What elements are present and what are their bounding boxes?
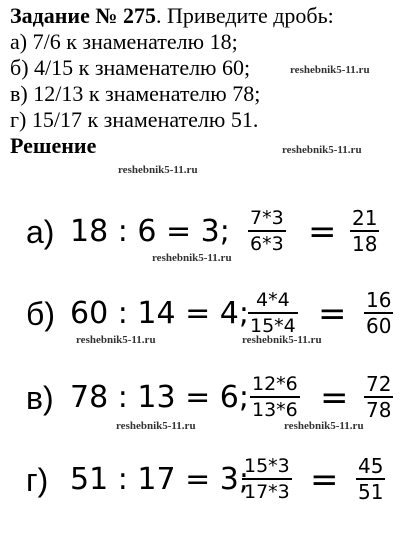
fraction-numerator: 7*3	[250, 207, 284, 229]
fraction-expression	[248, 206, 286, 256]
solution-label: г)	[26, 462, 49, 498]
task-item-v: в) 12/13 к знаменателю 78;	[10, 81, 261, 106]
task-instruction: . Приведите дробь:	[155, 3, 334, 28]
result-fraction	[356, 454, 385, 504]
result-fraction	[364, 372, 393, 422]
task-title	[10, 4, 334, 28]
fraction-denominator: 13*6	[252, 399, 298, 421]
result-denominator: 60	[366, 314, 392, 338]
result-fraction	[364, 288, 393, 338]
result-denominator: 18	[352, 232, 378, 256]
solution-label: в)	[26, 380, 54, 416]
solution-label: б)	[26, 296, 55, 332]
watermark: reshebnik5-11.ru	[116, 420, 196, 432]
equals-sign: =	[318, 294, 347, 334]
solution-heading: Решение	[10, 133, 97, 158]
fraction-denominator: 15*4	[250, 315, 296, 337]
result-numerator: 72	[366, 372, 392, 396]
result-denominator: 51	[358, 480, 384, 504]
result-denominator: 78	[366, 398, 392, 422]
equals-sign: =	[320, 378, 349, 418]
fraction-numerator: 4*4	[256, 289, 290, 311]
task-item-a: а) 7/6 к знаменателю 18;	[10, 29, 238, 54]
task-item-g: г) 15/17 к знаменателю 51.	[10, 107, 259, 132]
watermark: reshebnik5-11.ru	[76, 334, 156, 346]
fraction-denominator: 17*3	[244, 481, 290, 503]
result-fraction	[350, 206, 379, 256]
watermark: reshebnik5-11.ru	[152, 252, 232, 264]
watermark: reshebnik5-11.ru	[284, 420, 364, 432]
fraction-expression	[250, 372, 300, 422]
equals-sign: =	[310, 460, 339, 500]
watermark: reshebnik5-11.ru	[290, 64, 370, 76]
result-numerator: 16	[366, 288, 392, 312]
solution-label: а)	[26, 214, 55, 250]
fraction-denominator: 6*3	[250, 233, 284, 255]
solution-equation: 18 : 6 = 3;	[70, 214, 230, 249]
result-numerator: 21	[352, 206, 378, 230]
task-item-b: б) 4/15 к знаменателю 60;	[10, 55, 251, 80]
fraction-expression	[248, 288, 298, 338]
result-numerator: 45	[358, 454, 384, 478]
watermark: reshebnik5-11.ru	[282, 144, 362, 156]
solution-equation: 78 : 13 = 6;	[70, 380, 249, 415]
equals-sign: =	[308, 212, 337, 252]
solution-equation: 51 : 17 = 3;	[70, 462, 249, 497]
fraction-numerator: 12*6	[252, 373, 298, 395]
task-number: Задание № 275	[10, 3, 156, 28]
solution-equation: 60 : 14 = 4;	[70, 296, 249, 331]
watermark: reshebnik5-11.ru	[242, 334, 322, 346]
fraction-expression	[242, 454, 292, 504]
fraction-numerator: 15*3	[244, 455, 290, 477]
watermark: reshebnik5-11.ru	[118, 164, 198, 176]
